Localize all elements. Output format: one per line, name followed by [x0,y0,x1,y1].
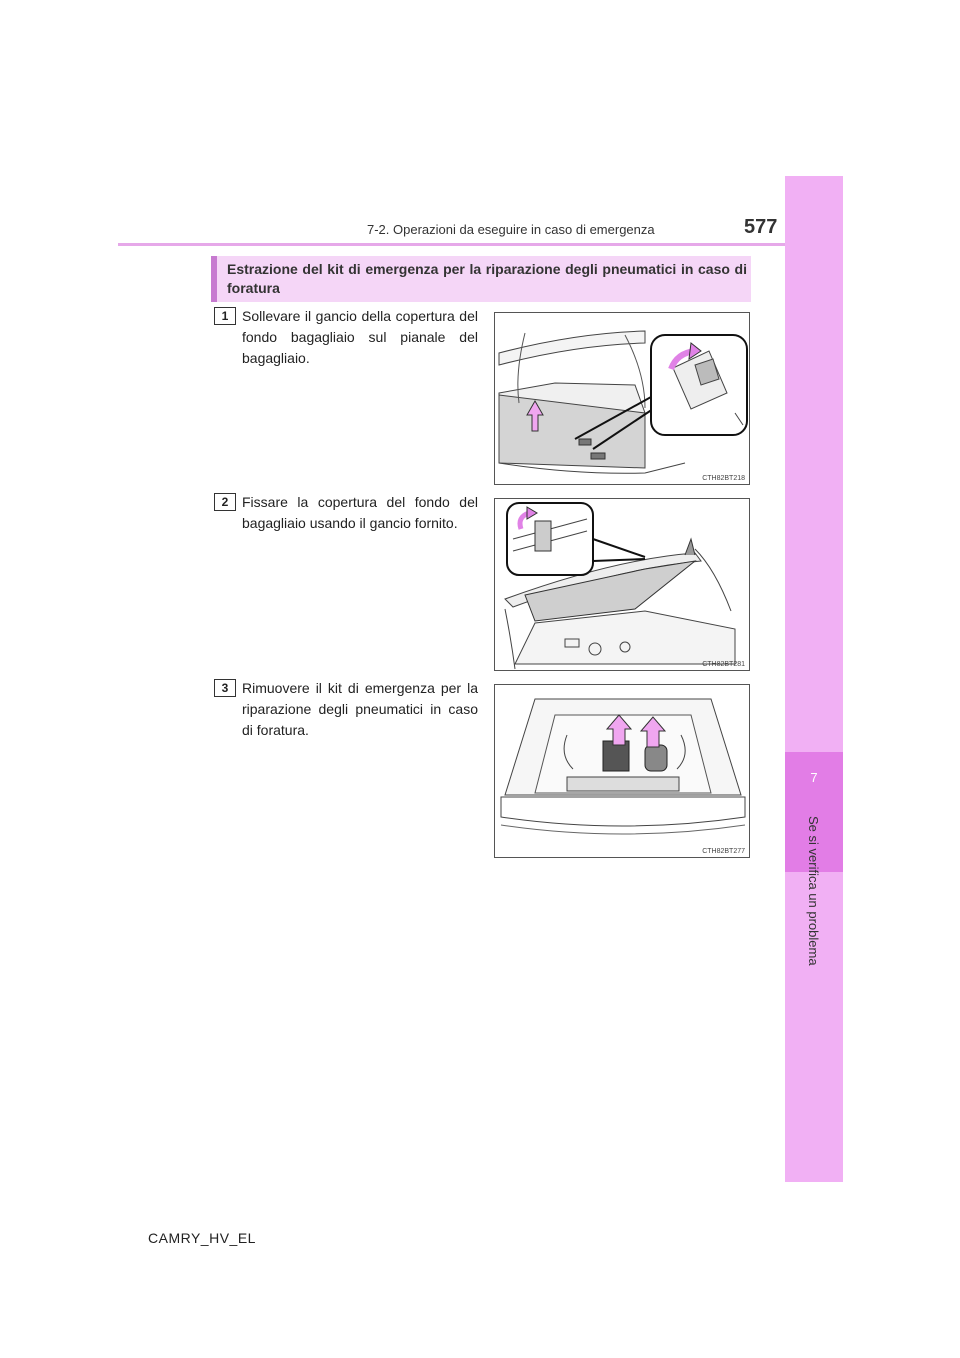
step-text-2: Fissare la copertura del fondo del bagagliaio usando il gancio fornito. [242,494,478,531]
footer-model-code: CAMRY_HV_EL [148,1230,256,1246]
figure-trunk-hook [494,312,750,485]
chapter-number: 7 [810,770,818,785]
page-number: 577 [744,216,778,238]
step-text-3: Rimuovere il kit di emergenza per la riparazione degli pneumatici in caso di foratura. [242,680,478,738]
repair-kit-illustration [495,685,750,858]
running-header: 7-2. Operazioni da eseguire in caso di emergenza [367,222,655,237]
figure-code-3: CTH82BT277 [702,848,745,855]
trunk-hook-illustration [495,313,750,485]
chapter-title: Se si verifica un problema [806,816,821,966]
step-text-1: Sollevare il gancio della copertura del fondo bagagliaio sul pianale del bagagliaio. [242,308,478,366]
step-number-2: 2 [214,493,236,511]
trunk-cover-illustration [495,499,750,671]
figure-code-2: CTH82BT281 [702,661,745,668]
section-title: Estrazione del kit di emergenza per la riparazione degli pneumatici in caso di foratura [227,261,747,296]
chapter-side-tab [785,176,843,1182]
step-number-1: 1 [214,307,236,325]
figure-repair-kit [494,684,750,858]
figure-trunk-cover [494,498,750,671]
figure-code-1: CTH82BT218 [702,475,745,482]
header-rule [118,243,785,246]
section-heading-box [211,256,751,302]
step-number-3: 3 [214,679,236,697]
